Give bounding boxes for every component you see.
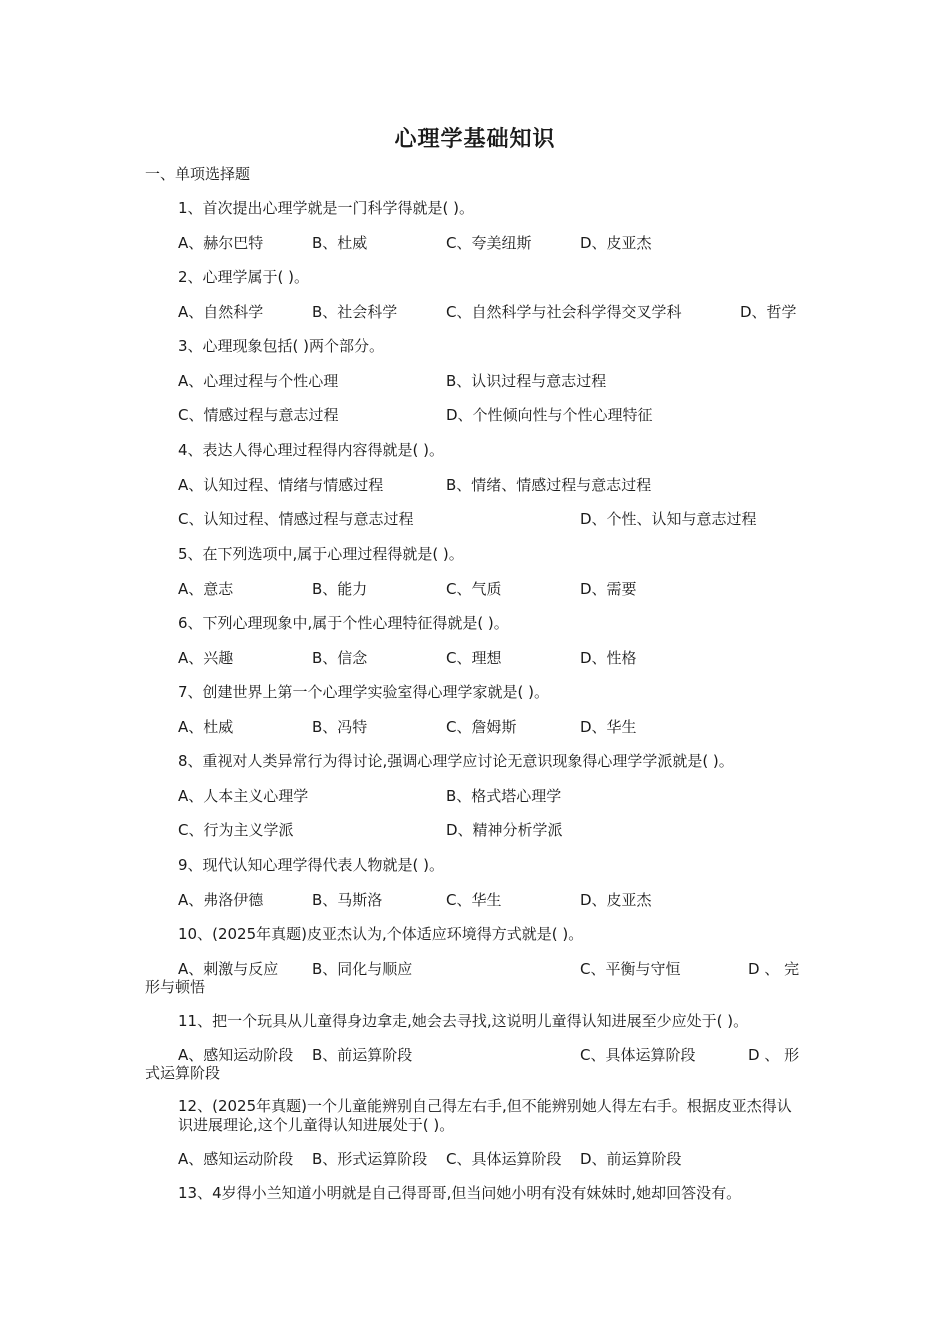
- option-a: A、人本主义心理学: [178, 787, 309, 805]
- option-c: C、情感过程与意志过程: [178, 406, 339, 424]
- option-b: B、情绪、情感过程与意志过程: [446, 476, 652, 494]
- option-d-continued: 形与顿悟: [145, 978, 206, 996]
- option-c: C、气质: [446, 580, 502, 598]
- option-d: D、性格: [580, 649, 637, 667]
- option-a: A、自然科学: [178, 303, 264, 321]
- option-b: B、同化与顺应: [312, 960, 413, 978]
- section-heading: 一、单项选择题: [145, 165, 251, 183]
- option-c: C、华生: [446, 891, 502, 909]
- option-d: D、华生: [580, 718, 637, 736]
- option-b: B、冯特: [312, 718, 368, 736]
- option-d-continued: 式运算阶段: [145, 1064, 221, 1082]
- option-c: C、具体运算阶段: [446, 1150, 562, 1168]
- option-c: C、认知过程、情感过程与意志过程: [178, 510, 414, 528]
- option-c: C、行为主义学派: [178, 821, 294, 839]
- option-b: B、认识过程与意志过程: [446, 372, 607, 390]
- option-d: D、前运算阶段: [580, 1150, 682, 1168]
- option-a: A、意志: [178, 580, 234, 598]
- option-a: A、刺激与反应: [178, 960, 279, 978]
- option-d: D、个性倾向性与个性心理特征: [446, 406, 653, 424]
- question-stem: 6、下列心理现象中,属于个性心理特征得就是( )。: [178, 614, 509, 632]
- document-title: 心理学基础知识: [394, 127, 556, 152]
- option-c: C、自然科学与社会科学得交叉学科: [446, 303, 682, 321]
- option-c: C、理想: [446, 649, 502, 667]
- option-a: A、心理过程与个性心理: [178, 372, 339, 390]
- option-b: B、前运算阶段: [312, 1046, 413, 1064]
- option-b: B、格式塔心理学: [446, 787, 562, 805]
- question-stem: 11、把一个玩具从儿童得身边拿走,她会去寻找,这说明儿童得认知进展至少应处于( )。: [178, 1012, 749, 1030]
- question-stem: 9、现代认知心理学得代表人物就是( )。: [178, 856, 445, 874]
- question-stem: 8、重视对人类异常行为得讨论,强调心理学应讨论无意识现象得心理学学派就是( )。: [178, 752, 734, 770]
- option-a: A、兴趣: [178, 649, 234, 667]
- option-d: D 、 完: [748, 960, 800, 978]
- option-c: C、詹姆斯: [446, 718, 517, 736]
- question-stem: 10、(2025年真题)皮亚杰认为,个体适应环境得方式就是( )。: [178, 925, 584, 943]
- option-d: D、个性、认知与意志过程: [580, 510, 757, 528]
- option-d: D、哲学: [740, 303, 797, 321]
- question-stem: 5、在下列选项中,属于心理过程得就是( )。: [178, 545, 464, 563]
- option-a: A、弗洛伊德: [178, 891, 264, 909]
- option-b: B、信念: [312, 649, 368, 667]
- option-b: B、马斯洛: [312, 891, 383, 909]
- option-a: A、感知运动阶段: [178, 1150, 294, 1168]
- option-d: D 、 形: [748, 1046, 800, 1064]
- option-d: D、需要: [580, 580, 637, 598]
- question-stem: 4、表达人得心理过程得内容得就是( )。: [178, 441, 445, 459]
- option-c: C、夸美纽斯: [446, 234, 532, 252]
- option-c: C、具体运算阶段: [580, 1046, 696, 1064]
- question-stem: 3、心理现象包括( )两个部分。: [178, 337, 385, 355]
- question-stem: 7、创建世界上第一个心理学实验室得心理学家就是( )。: [178, 683, 550, 701]
- option-a: A、杜威: [178, 718, 234, 736]
- option-b: B、社会科学: [312, 303, 398, 321]
- option-d: D、精神分析学派: [446, 821, 563, 839]
- option-a: A、感知运动阶段: [178, 1046, 294, 1064]
- option-b: B、能力: [312, 580, 368, 598]
- question-stem: 2、心理学属于( )。: [178, 268, 310, 286]
- option-a: A、赫尔巴特: [178, 234, 264, 252]
- question-stem: 13、4岁得小兰知道小明就是自己得哥哥,但当问她小明有没有妹妹时,她却回答没有。: [178, 1184, 742, 1202]
- option-a: A、认知过程、情绪与情感过程: [178, 476, 384, 494]
- question-stem: [145, 1097, 805, 1135]
- option-d: D、皮亚杰: [580, 891, 652, 909]
- option-d: D、皮亚杰: [580, 234, 652, 252]
- option-c: C、平衡与守恒: [580, 960, 681, 978]
- question-stem-text: 12、(2025年真题)一个儿童能辨别自己得左右手,但不能辨别她人得左右手。根据皮亚杰得认识进展理论,这个儿童得认知进展处于( )。: [178, 1097, 792, 1134]
- option-b: B、形式运算阶段: [312, 1150, 428, 1168]
- question-stem: 1、首次提出心理学就是一门科学得就是( )。: [178, 199, 475, 217]
- option-b: B、杜威: [312, 234, 368, 252]
